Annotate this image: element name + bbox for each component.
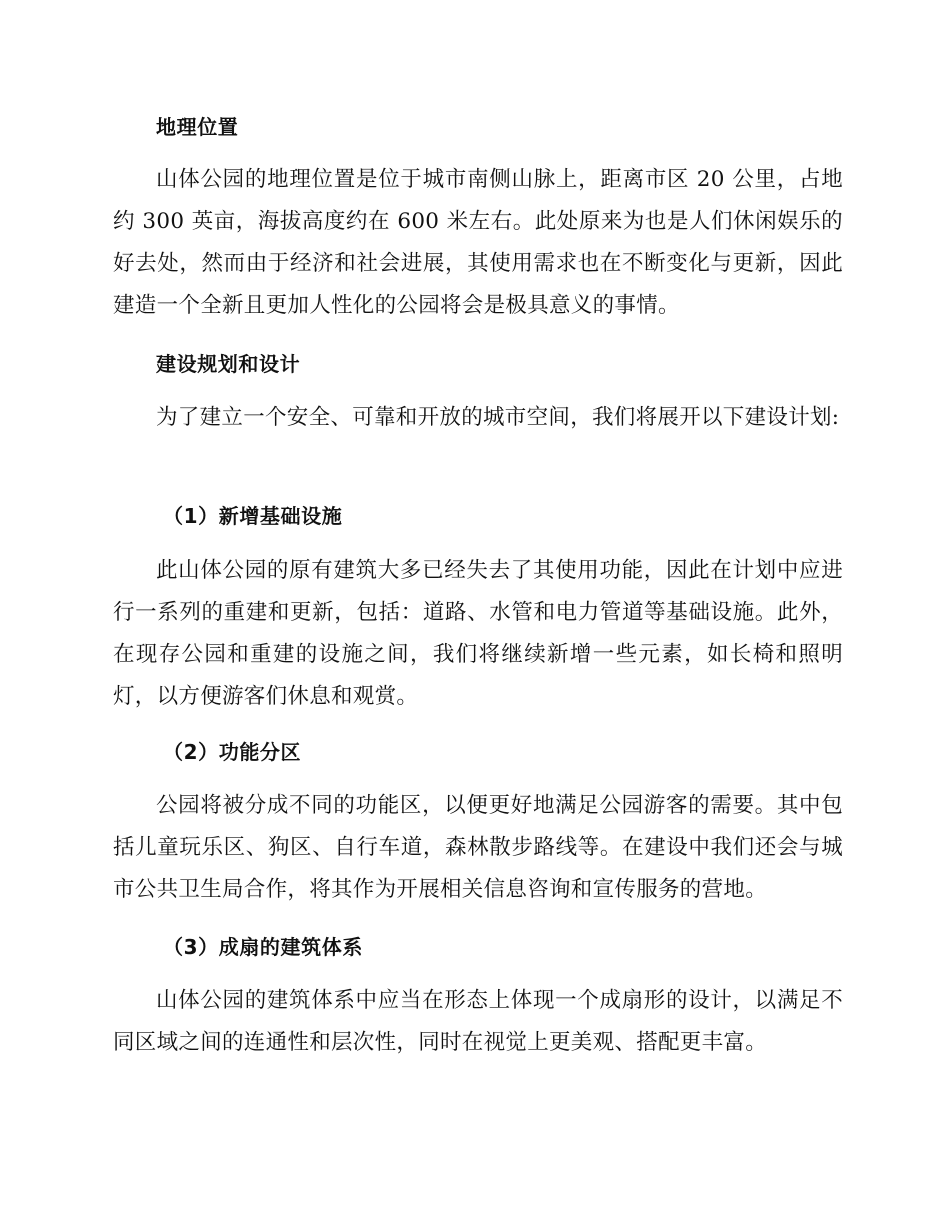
paragraph-location: 山体公园的地理位置是位于城市南侧山脉上，距离市区 20 公里，占地约 300 英亩，海拔高度约在 600 米左右。此处原来为也是人们休闲娱乐的好去处，然而由于经济和社会进展，其使用需求也在不断变化与更新，因此建造一个全新且更加人性化的公园将会是极具意义的事情。 bbox=[113, 167, 843, 318]
paragraph-fan-architecture: 山体公园的建筑体系中应当在形态上体现一个成扇形的设计，以满足不同区域之间的连通性和层次性，同时在视觉上更美观、搭配更丰富。 bbox=[113, 988, 843, 1055]
paragraph-infrastructure: 此山体公园的原有建筑大多已经失去了其使用功能，因此在计划中应进行一系列的重建和更新，包括：道路、水管和电力管道等基础设施。此外，在现存公园和重建的设施之间，我们将继续新增一些元素，如长椅和照明灯，以方便游客们休息和观赏。 bbox=[113, 558, 843, 709]
section-heading-location: 地理位置 bbox=[156, 115, 239, 139]
subheading-zoning: （2）功能分区 bbox=[163, 740, 302, 764]
subheading-fan-architecture: （3）成扇的建筑体系 bbox=[163, 935, 363, 959]
subheading-infrastructure: （1）新增基础设施 bbox=[163, 504, 343, 528]
paragraph-planning-intro: 为了建立一个安全、可靠和开放的城市空间，我们将展开以下建设计划: bbox=[156, 405, 840, 430]
section-heading-planning: 建设规划和设计 bbox=[156, 352, 301, 376]
paragraph-zoning: 公园将被分成不同的功能区，以便更好地满足公园游客的需要。其中包括儿童玩乐区、狗区、自行车道，森林散步路线等。在建设中我们还会与城市公共卫生局合作，将其作为开展相关信息咨询和宣传服务的营地。 bbox=[113, 793, 843, 902]
